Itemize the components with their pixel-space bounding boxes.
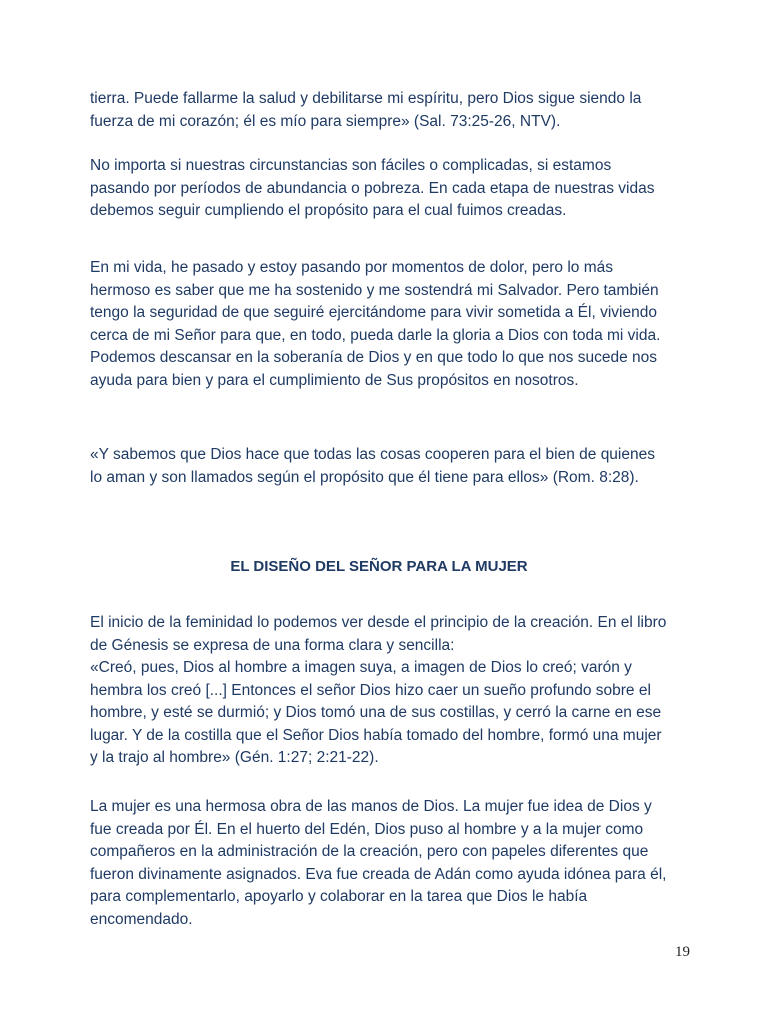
section-intro: El inicio de la feminidad lo podemos ver desde el principio de la creación. En el libro de Génesis se expresa de una forma clara y sencilla:	[90, 614, 667, 654]
paragraph-2: No importa si nuestras circunstancias son fáciles o complicadas, si estamos pasando por períodos de abundancia o pobreza. En cada etapa de nuestras vidas debemos seguir cumpliendo el propósito para el cual fuimos creadas.	[90, 157, 655, 219]
scripture-quote-gen: «Creó, pues, Dios al hombre a imagen suya, a imagen de Dios lo creó; varón y hembra los creó [...] Entonces el señor Dios hizo caer un sueño profundo sobre el hombre, y esté se durmió; y Dios tomó una de sus costillas, y cerró la carne en ese lugar. Y de la costilla que el Señor Dios había tomado del hombre, formó una mujer y la trajo al hombre» (Gén. 1:27; 2:21-22).	[90, 659, 662, 766]
section-heading: EL DISEÑO DEL SEÑOR PARA LA MUJER	[230, 558, 528, 575]
paragraph-1: tierra. Puede fallarme la salud y debilitarse mi espíritu, pero Dios sigue siendo la fuerza de mi corazón; él es mío para siempre» (Sal. 73:25-26, NTV).	[90, 90, 642, 130]
section-intro-block	[90, 612, 668, 770]
section-paragraph: La mujer es una hermosa obra de las manos de Dios. La mujer fue idea de Dios y fue creada por Él. En el huerto del Edén, Dios puso al hombre y a la mujer como compañeros en la administración de la creación, pero con papeles diferentes que fueron divinamente asignados. Eva fue creada de Adán como ayuda idónea para él, para complementarlo, apoyarlo y colaborar en la tarea que Dios le había encomendado.	[90, 798, 667, 928]
paragraph-3: En mi vida, he pasado y estoy pasando por momentos de dolor, pero lo más hermoso es saber que me ha sostenido y me sostendrá mi Salvador. Pero también tengo la seguridad de que seguiré ejercitándome para vivir sometida a Él, viviendo cerca de mi Señor para que, en todo, pueda darle la gloria a Dios con toda mi vida. Podemos descansar en la soberanía de Dios y en que todo lo que nos sucede nos ayuda para bien y para el cumplimiento de Sus propósitos en nosotros.	[90, 259, 661, 389]
scripture-quote-rom: «Y sabemos que Dios hace que todas las cosas cooperen para el bien de quienes lo aman y son llamados según el propósito que él tiene para ellos» (Rom. 8:28).	[90, 446, 655, 486]
page-number: 19	[675, 944, 690, 960]
